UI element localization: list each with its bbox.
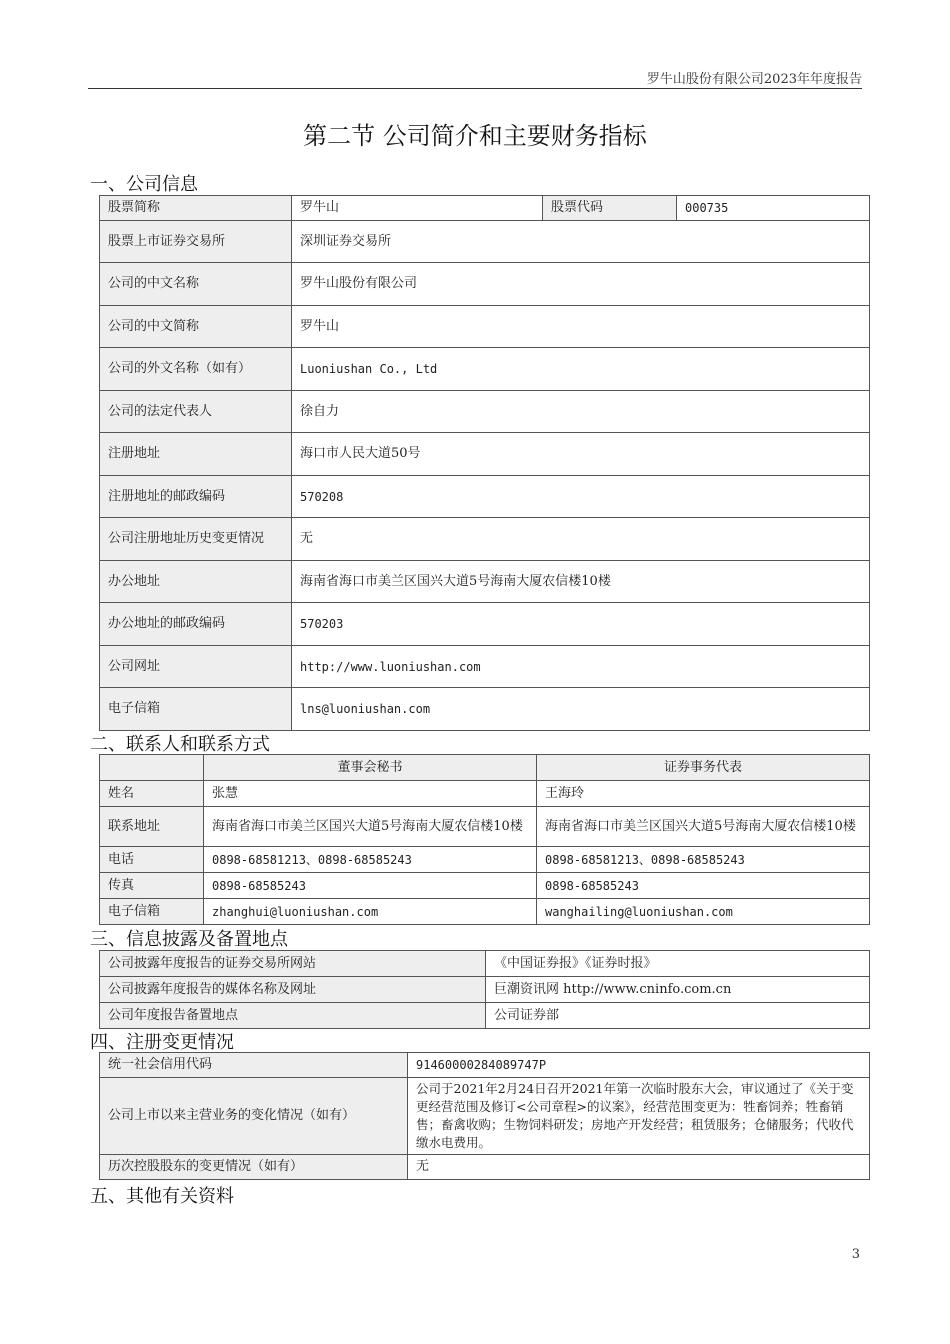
- stock-code-value: 000735: [677, 196, 870, 221]
- row-value: 公司证券部: [486, 1003, 870, 1029]
- row-label: 公司年度报告备置地点: [100, 1003, 486, 1029]
- row-label: 公司的外文名称（如有）: [100, 348, 292, 391]
- row-label: 姓名: [100, 781, 204, 807]
- table-row: [100, 1078, 870, 1155]
- row-label: 公司的中文名称: [100, 263, 292, 306]
- row-label: 公司的法定代表人: [100, 391, 292, 433]
- contacts-heading: 二、联系人和联系方式: [90, 734, 270, 755]
- table-row: [100, 781, 870, 807]
- table-row: [100, 646, 870, 688]
- stock-abbr-value: 罗牛山: [292, 196, 543, 221]
- section-title: 第二节 公司简介和主要财务指标: [303, 122, 647, 150]
- col-header-rep: 证券事务代表: [537, 755, 870, 781]
- table-row: [100, 561, 870, 603]
- row-value: 无: [408, 1155, 870, 1180]
- rep-value: 王海玲: [537, 781, 870, 807]
- rep-value: 0898-68585243: [537, 873, 870, 899]
- table-row: [100, 433, 870, 476]
- other-info-heading: 五、其他有关资料: [90, 1186, 234, 1207]
- table-row: [100, 196, 870, 221]
- rep-value: 海南省海口市美兰区国兴大道5号海南大厦农信楼10楼: [537, 807, 870, 847]
- row-label: 办公地址: [100, 561, 292, 603]
- row-value: 罗牛山: [292, 306, 870, 348]
- row-label: 办公地址的邮政编码: [100, 603, 292, 646]
- row-label: 公司披露年度报告的媒体名称及网址: [100, 977, 486, 1003]
- company-info-table: [99, 195, 870, 731]
- row-label: 电话: [100, 847, 204, 873]
- registration-heading: 四、注册变更情况: [90, 1032, 234, 1053]
- row-value: 海口市人民大道50号: [292, 433, 870, 476]
- table-row: [100, 977, 870, 1003]
- page-number: 3: [851, 1247, 860, 1262]
- secretary-value: 张慧: [204, 781, 537, 807]
- table-row: [100, 391, 870, 433]
- table-row: [100, 755, 870, 781]
- row-label: 公司披露年度报告的证券交易所网站: [100, 951, 486, 977]
- table-row: [100, 518, 870, 561]
- report-header-title: 罗牛山股份有限公司2023年年度报告: [646, 72, 862, 87]
- table-row: [100, 873, 870, 899]
- disclosure-table: [99, 950, 870, 1029]
- company-info-heading: 一、公司信息: [90, 174, 198, 195]
- row-label: 联系地址: [100, 807, 204, 847]
- row-label: 公司的中文简称: [100, 306, 292, 348]
- header-divider: [88, 88, 862, 89]
- row-value: 570203: [292, 603, 870, 646]
- row-label: 历次控股股东的变更情况（如有）: [100, 1155, 408, 1180]
- email-link[interactable]: lns@luoniushan.com: [292, 688, 870, 731]
- disclosure-heading: 三、信息披露及备置地点: [90, 929, 288, 950]
- secretary-value: 0898-68585243: [204, 873, 537, 899]
- row-label: 注册地址的邮政编码: [100, 476, 292, 518]
- table-row: [100, 476, 870, 518]
- secretary-value: 0898-68581213、0898-68585243: [204, 847, 537, 873]
- table-row: [100, 1003, 870, 1029]
- table-row: [100, 1053, 870, 1078]
- row-value: 深圳证券交易所: [292, 221, 870, 263]
- table-row: [100, 688, 870, 731]
- secretary-value: 海南省海口市美兰区国兴大道5号海南大厦农信楼10楼: [204, 807, 537, 847]
- stock-code-label: 股票代码: [543, 196, 677, 221]
- table-row: [100, 951, 870, 977]
- row-label: 注册地址: [100, 433, 292, 476]
- contacts-table: [99, 754, 870, 925]
- row-value: 《中国证券报》《证券时报》: [486, 951, 870, 977]
- table-row: [100, 899, 870, 925]
- table-row: [100, 348, 870, 391]
- table-row: [100, 221, 870, 263]
- stock-abbr-label: 股票简称: [100, 196, 292, 221]
- row-label: 传真: [100, 873, 204, 899]
- website-link[interactable]: http://www.luoniushan.com: [292, 646, 870, 688]
- row-value: 徐自力: [292, 391, 870, 433]
- row-label: 股票上市证券交易所: [100, 221, 292, 263]
- media-website-link[interactable]: 巨潮资讯网 http://www.cninfo.com.cn: [486, 977, 870, 1003]
- row-value: 公司于2021年2月24日召开2021年第一次临时股东大会，审议通过了《关于变更经营范围及修订<公司章程>的议案》，经营范围变更为：牲畜饲养；牲畜销售；畜禽收购；生物饲料研发；房地产开发经营；租赁服务；仓储服务；代收代缴水电费用。: [408, 1078, 870, 1155]
- row-label: 公司注册地址历史变更情况: [100, 518, 292, 561]
- secretary-email-link[interactable]: zhanghui@luoniushan.com: [204, 899, 537, 925]
- table-row: [100, 263, 870, 306]
- table-row: [100, 847, 870, 873]
- table-row: [100, 1155, 870, 1180]
- row-label: 电子信箱: [100, 899, 204, 925]
- row-label: 公司网址: [100, 646, 292, 688]
- table-row: [100, 807, 870, 847]
- row-value: 海南省海口市美兰区国兴大道5号海南大厦农信楼10楼: [292, 561, 870, 603]
- col-header-secretary: 董事会秘书: [204, 755, 537, 781]
- row-label: 电子信箱: [100, 688, 292, 731]
- row-label: 统一社会信用代码: [100, 1053, 408, 1078]
- rep-value: 0898-68581213、0898-68585243: [537, 847, 870, 873]
- row-label: 公司上市以来主营业务的变化情况（如有）: [100, 1078, 408, 1155]
- row-value: 无: [292, 518, 870, 561]
- corner-cell: [100, 755, 204, 781]
- table-row: [100, 603, 870, 646]
- row-value: 91460000284089747P: [408, 1053, 870, 1078]
- row-value: 570208: [292, 476, 870, 518]
- registration-table: [99, 1052, 870, 1180]
- row-value: 罗牛山股份有限公司: [292, 263, 870, 306]
- table-row: [100, 306, 870, 348]
- rep-email-link[interactable]: wanghailing@luoniushan.com: [537, 899, 870, 925]
- row-value: Luoniushan Co., Ltd: [292, 348, 870, 391]
